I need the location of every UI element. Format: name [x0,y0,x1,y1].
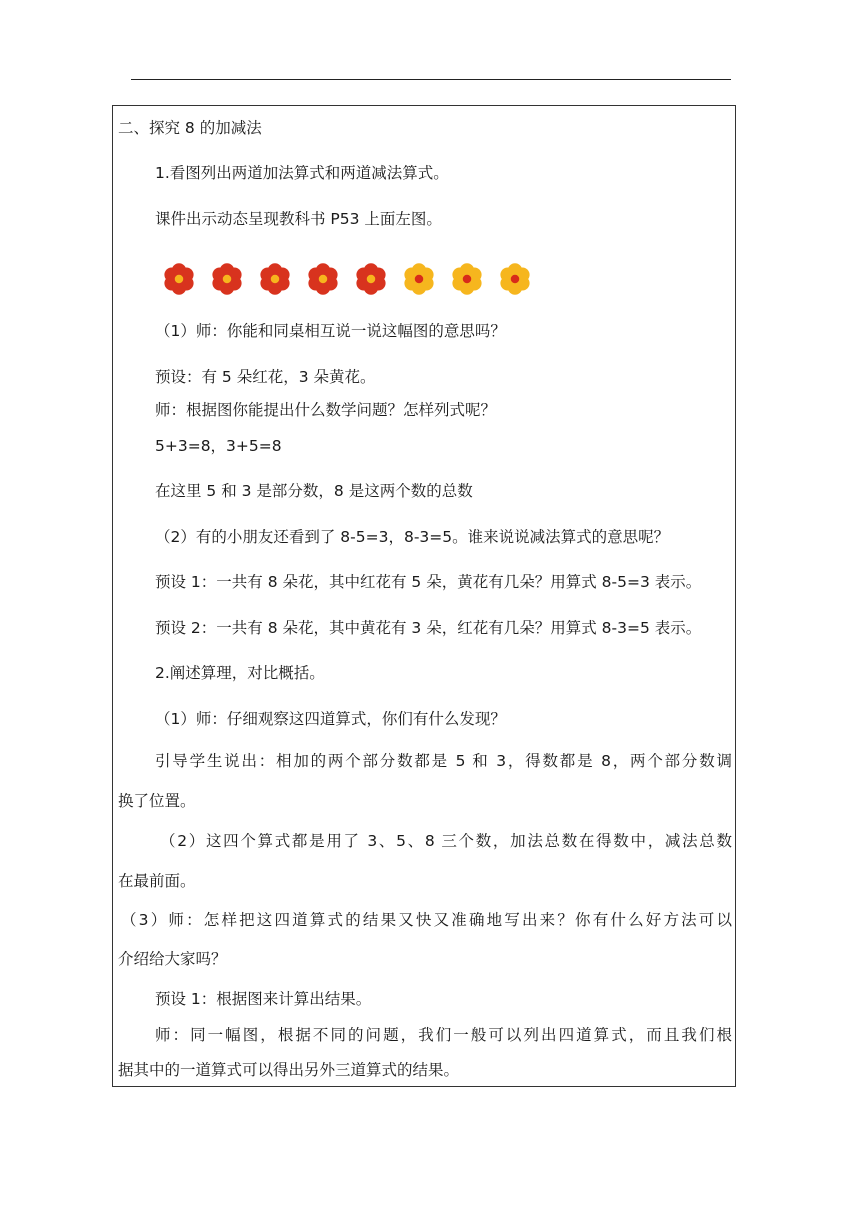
point-2-line-2: 在最前面。 [118,872,196,890]
red-flower-icon [258,262,292,296]
summary-line-1: 师：同一幅图，根据不同的问题，我们一般可以列出四道算式，而且我们根 [155,1026,732,1044]
addition-equations: 5+3=8，3+5=8 [155,437,282,455]
header-rule [131,79,731,80]
guide-line-2: 换了位置。 [118,792,196,810]
red-flower-icon [354,262,388,296]
point-3-line-2: 介绍给大家吗？ [118,950,227,968]
yellow-flower-icon [450,262,484,296]
red-flower-icon [162,262,196,296]
red-flower-icon [210,262,244,296]
flower-illustration [162,262,532,306]
preset-3: 预设 1：根据图来计算出结果。 [155,990,372,1008]
red-flower-icon [306,262,340,296]
preset-answer: 预设：有 5 朵红花，3 朵黄花。 [155,368,376,386]
section-title: 二、探究 8 的加减法 [118,119,262,137]
question-3: （1）师：仔细观察这四道算式，你们有什么发现？ [155,710,506,728]
parts-note: 在这里 5 和 3 是部分数，8 是这两个数的总数 [155,482,473,500]
question-2: （2）有的小朋友还看到了 8-5=3，8-3=5。谁来说说减法算式的意思呢？ [155,528,670,546]
summary-line-2: 据其中的一道算式可以得出另外三道算式的结果。 [118,1061,460,1079]
preset-1: 预设 1：一共有 8 朵花，其中红花有 5 朵，黄花有几朵？用算式 8-5=3 表示。 [155,573,702,591]
question-1: （1）师：你能和同桌相互说一说这幅图的意思吗？ [155,322,506,340]
guide-line-1: 引导学生说出：相加的两个部分数都是 5 和 3，得数都是 8，两个部分数调 [155,752,732,770]
yellow-flower-icon [498,262,532,296]
point-2-line-1: （2）这四个算式都是用了 3、5、8 三个数，加法总数在得数中，减法总数 [160,832,732,850]
teacher-question: 师：根据图你能提出什么数学问题？怎样列式呢？ [155,401,497,419]
step-1-heading: 1.看图列出两道加法算式和两道减法算式。 [155,164,449,182]
yellow-flower-icon [402,262,436,296]
point-3-line-1: （3）师：怎样把这四道算式的结果又快又准确地写出来？你有什么好方法可以 [121,911,732,929]
courseware-note: 课件出示动态呈现教科书 P53 上面左图。 [155,210,442,228]
preset-2: 预设 2：一共有 8 朵花，其中黄花有 3 朵，红花有几朵？用算式 8-3=5 表示。 [155,619,702,637]
step-2-heading: 2.阐述算理，对比概括。 [155,664,325,682]
lesson-table-cell [112,105,736,1087]
